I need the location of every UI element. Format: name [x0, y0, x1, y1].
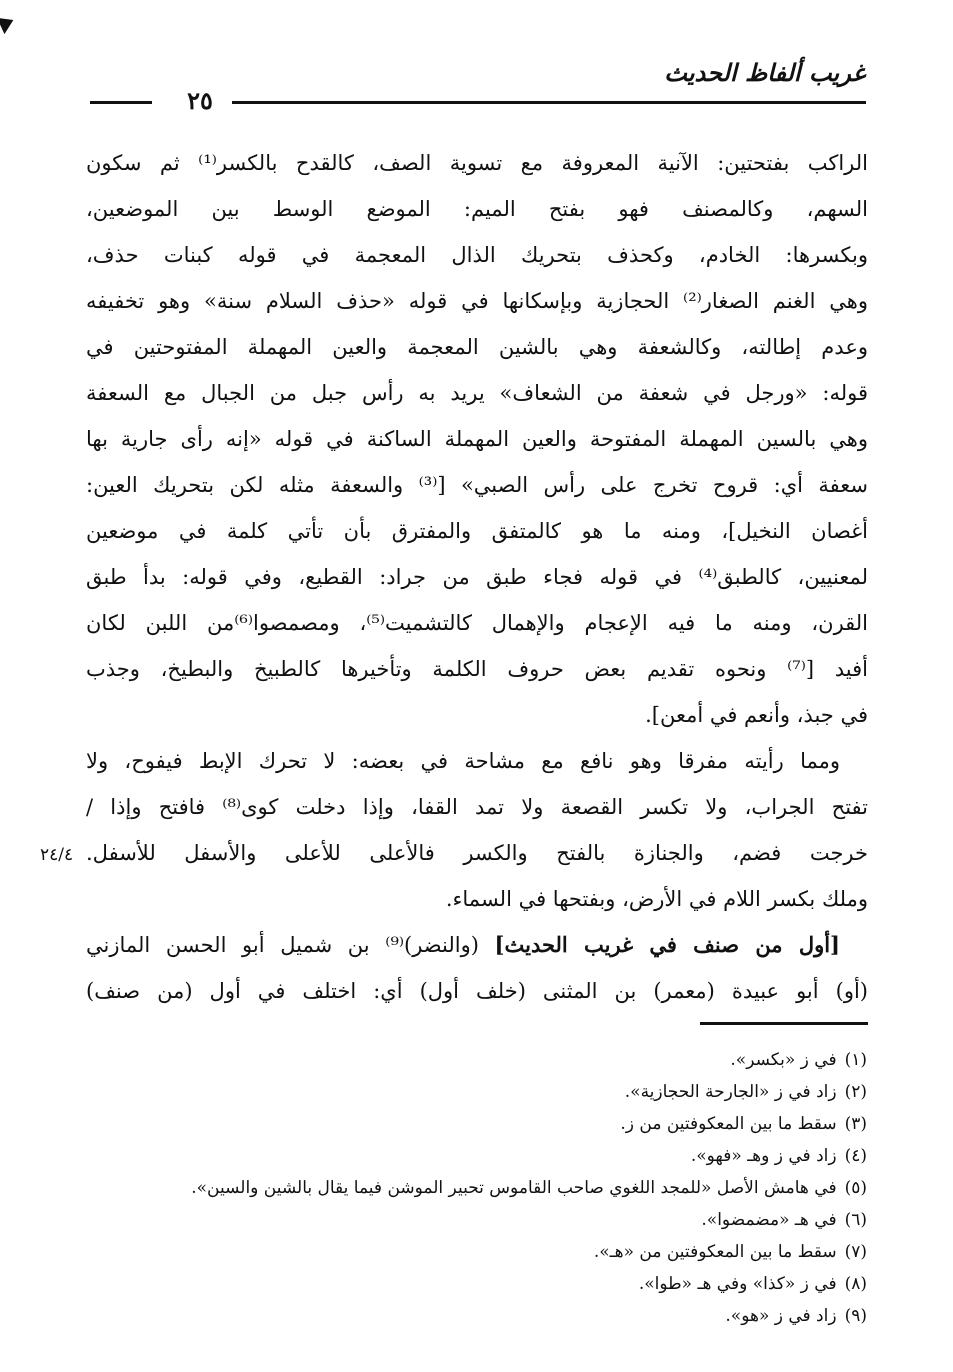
footnote-text: زاد في ز «الجارحة الحجازية».	[624, 1082, 837, 1102]
footnote-text: في ز «بكسر».	[730, 1050, 837, 1070]
running-title: غريب ألفاظ الحديث	[664, 58, 865, 87]
footnote	[87, 1236, 867, 1268]
section-heading-line	[86, 922, 868, 968]
footnote-text: في هامش الأصل «للمجد اللغوي صاحب القاموس تحبير الموشن فيما يقال بالشين والسين».	[191, 1178, 837, 1198]
footnote-number: (٥)	[844, 1178, 867, 1198]
text-line: القرن، ومنه ما فيه الإعجام والإهمال كالتشميت⁽⁵⁾، ومصمصوا⁽⁶⁾من اللبن لكان	[86, 611, 868, 635]
footnote-number: (٦)	[844, 1210, 867, 1230]
footnote-number: (٧)	[844, 1242, 867, 1262]
footnote	[87, 1204, 867, 1236]
footnote	[87, 1268, 867, 1300]
footnote-number: (٢)	[844, 1082, 867, 1102]
header-rule-left	[90, 101, 152, 104]
text-line: السهم، وكالمصنف فهو بفتح الميم: الموضع الوسط بين الموضعين،	[86, 197, 868, 221]
footnote	[87, 1172, 867, 1204]
text-line: وعدم إطالته، وكالشعفة وهي بالشين المعجمة والعين المهملة المفتوحتين في	[86, 335, 868, 359]
text-line: (أو) أبو عبيدة (معمر) بن المثنى (خلف أول) أي: اختلف في أول (من صنف)	[86, 979, 868, 1003]
footnote-text: سقط ما بين المعكوفتين من ز.	[620, 1114, 837, 1134]
footnote-number: (٨)	[844, 1274, 867, 1294]
section-heading: [أول من صنف في غريب الحديث]	[494, 932, 840, 957]
text-line: لمعنيين، كالطبق⁽⁴⁾ في قوله فجاء طبق من جراد: القطيع، وفي قوله: بدأ طبق	[86, 565, 868, 589]
text-line: سعفة أي: قروح تخرج على رأس الصبي» [⁽³⁾ والسعفة مثله لكن بتحريك العين:	[86, 473, 868, 497]
footnote-number: (٤)	[844, 1146, 867, 1166]
text-line: أغصان النخيل]، ومنه ما هو كالمتفق والمفترق بأن تأتي كلمة في موضعين	[86, 519, 868, 543]
footnote-number: (٣)	[844, 1114, 867, 1134]
footnote-text: سقط ما بين المعكوفتين من «هـ».	[593, 1242, 837, 1262]
footnote-text: زاد في ز «هو».	[725, 1306, 837, 1326]
text-line: تفتح الجراب، ولا تكسر القصعة ولا تمد القفا، وإذا دخلت كوى⁽⁸⁾ فافتح وإذا /	[86, 795, 868, 819]
footnote	[87, 1044, 867, 1076]
text-line: خرجت فضم، والجنازة بالفتح والكسر فالأعلى للأعلى والأسفل للأسفل.	[86, 841, 868, 865]
footnotes	[87, 1044, 867, 1332]
text-line: في جبذ، وأنعم في أمعن].	[645, 703, 868, 727]
footnote-rule	[700, 1022, 868, 1025]
scan-corner-mark	[0, 12, 17, 34]
footnote-text: زاد في ز وهـ «فهو».	[690, 1146, 837, 1166]
text-line: وهي بالسين المهملة المفتوحة والعين المهملة الساكنة في قوله «إنه رأى جارية بها	[86, 427, 868, 451]
text-line: قوله: «ورجل في شعفة من الشعاف» يريد به رأس جبل من الجبال مع السعفة	[86, 381, 868, 405]
section-heading-continuation: (والنضر)⁽⁹⁾ بن شميل أبو الحسن المازني	[86, 933, 495, 957]
footnote-number: (٩)	[844, 1306, 867, 1326]
header-rule-right	[232, 101, 866, 104]
footnote-number: (١)	[844, 1050, 867, 1070]
footnote	[87, 1140, 867, 1172]
text-line: وبكسرها: الخادم، وكحذف بتحريك الذال المعجمة في قوله كبنات حذف،	[86, 243, 868, 267]
text-line: الراكب بفتحتين: الآنية المعروفة مع تسوية الصف، كالقدح بالكسر⁽¹⁾ ثم سكون	[86, 151, 868, 175]
text-line: وهي الغنم الصغار⁽²⁾ الحجازية وبإسكانها في قوله «حذف السلام سنة» وهو تخفيفه	[86, 289, 868, 313]
text-line: وملك بكسر اللام في الأرض، وبفتحها في السماء.	[445, 887, 868, 911]
footnote	[87, 1300, 867, 1332]
text-line: أفيد [⁽⁷⁾ ونحوه تقديم بعض حروف الكلمة وتأخيرها كالطبيخ والبطيخ، وجذب	[86, 657, 868, 681]
footnote	[87, 1076, 867, 1108]
margin-note: ٢٤/٤	[40, 845, 74, 865]
footnote-text: في ز «كذا» وفي هـ «طوا».	[638, 1274, 837, 1294]
main-text	[86, 140, 868, 1014]
footnote	[87, 1108, 867, 1140]
footnote-text: في هـ «مضمضوا».	[701, 1210, 837, 1230]
text-line: ومما رأيته مفرقا وهو نافع مع مشاحة في بعضه: لا تحرك الإبط فيفوح، ولا	[86, 749, 840, 773]
page-number: ٢٥	[187, 86, 213, 115]
